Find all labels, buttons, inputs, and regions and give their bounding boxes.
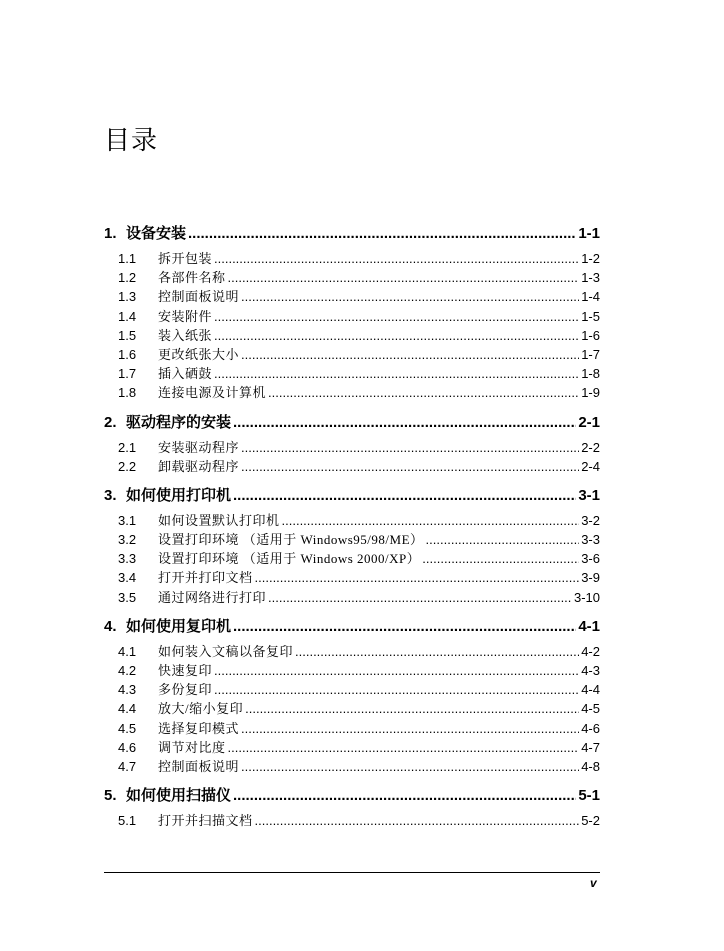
section-page: 1-8 xyxy=(581,366,600,382)
toc-section[interactable] xyxy=(104,248,600,267)
section-title: 如何设置默认打印机 xyxy=(158,512,280,528)
dot-leader xyxy=(233,787,576,804)
toc-section[interactable] xyxy=(104,660,600,679)
toc-chapter[interactable] xyxy=(104,484,600,506)
section-number: 4.4 xyxy=(118,701,137,717)
section-title: 放大/缩小复印 xyxy=(158,701,244,717)
dot-leader xyxy=(241,347,579,362)
chapter-page: 4-1 xyxy=(578,617,600,635)
section-page: 3-6 xyxy=(581,551,600,567)
dot-leader xyxy=(241,721,579,736)
dot-leader xyxy=(295,644,579,659)
chapter-page: 5-1 xyxy=(578,787,600,805)
chapter-title: 设备安装 xyxy=(126,225,187,242)
dot-leader xyxy=(214,328,579,343)
dot-leader xyxy=(268,590,572,605)
toc-section[interactable] xyxy=(104,382,600,401)
chapter-title: 如何使用复印机 xyxy=(126,617,232,635)
toc-section-group xyxy=(104,510,600,606)
chapter-number: 5. xyxy=(104,787,117,805)
section-page: 1-5 xyxy=(581,308,600,324)
toc-section[interactable] xyxy=(104,344,600,363)
toc-section[interactable] xyxy=(104,679,600,698)
dot-leader xyxy=(268,385,579,400)
toc-section[interactable] xyxy=(104,286,600,305)
dot-leader xyxy=(233,414,576,431)
dot-leader xyxy=(255,813,580,828)
toc-section[interactable] xyxy=(104,810,600,829)
dot-leader xyxy=(422,551,579,566)
section-number: 1.5 xyxy=(118,327,137,343)
section-title: 打开并打印文档 xyxy=(158,570,253,586)
toc-section[interactable] xyxy=(104,363,600,382)
toc-section-group xyxy=(104,810,600,829)
toc-chapter[interactable] xyxy=(104,784,600,806)
section-page: 2-2 xyxy=(581,439,600,455)
section-title: 拆开包装 xyxy=(158,251,213,266)
page-number: v xyxy=(590,876,597,890)
dot-leader xyxy=(241,459,579,474)
toc-chapter[interactable] xyxy=(104,411,600,433)
section-number: 4.3 xyxy=(118,682,137,698)
section-number: 2.2 xyxy=(118,458,137,474)
toc-section[interactable] xyxy=(104,567,600,586)
toc-section[interactable] xyxy=(104,548,600,567)
section-number: 3.3 xyxy=(118,551,137,567)
section-title: 设置打印环境 （适用于 Windows95/98/ME） xyxy=(158,532,424,548)
section-page: 5-2 xyxy=(581,813,600,829)
chapter-page: 1-1 xyxy=(578,225,600,242)
section-number: 2.1 xyxy=(118,439,137,455)
section-page: 4-6 xyxy=(581,720,600,736)
section-title: 打开并扫描文档 xyxy=(158,813,253,829)
dot-leader xyxy=(282,513,580,528)
section-number: 1.6 xyxy=(118,346,137,362)
section-page: 3-9 xyxy=(581,570,600,586)
section-title: 安装附件 xyxy=(158,308,213,324)
dot-leader xyxy=(214,309,579,324)
section-title: 选择复印模式 xyxy=(158,720,240,736)
section-number: 3.1 xyxy=(118,512,137,528)
toc-chapter[interactable] xyxy=(104,222,600,244)
dot-leader xyxy=(228,270,580,285)
section-page: 4-2 xyxy=(581,643,600,659)
section-number: 3.2 xyxy=(118,532,137,548)
section-number: 4.5 xyxy=(118,720,137,736)
section-number: 3.5 xyxy=(118,589,137,605)
section-number: 1.3 xyxy=(118,289,137,305)
dot-leader xyxy=(241,289,579,304)
toc-section[interactable] xyxy=(104,325,600,344)
section-title: 插入硒鼓 xyxy=(158,366,213,382)
dot-leader xyxy=(245,701,579,716)
table-of-contents xyxy=(104,222,600,829)
toc-section-group xyxy=(104,437,600,475)
section-number: 1.7 xyxy=(118,366,137,382)
toc-section[interactable] xyxy=(104,529,600,548)
section-page: 4-8 xyxy=(581,758,600,774)
section-page: 3-2 xyxy=(581,512,600,528)
toc-section-group xyxy=(104,248,600,402)
toc-section[interactable] xyxy=(104,510,600,529)
section-title: 通过网络进行打印 xyxy=(158,589,267,605)
chapter-number: 2. xyxy=(104,413,117,431)
section-page: 1-6 xyxy=(581,327,600,343)
section-title: 多份复印 xyxy=(158,682,213,698)
toc-section[interactable] xyxy=(104,718,600,737)
section-title: 连接电源及计算机 xyxy=(158,385,267,401)
chapter-title: 如何使用打印机 xyxy=(126,486,232,504)
dot-leader xyxy=(188,225,576,242)
section-page: 4-4 xyxy=(581,682,600,698)
toc-section[interactable] xyxy=(104,737,600,756)
section-page: 3-10 xyxy=(573,589,600,605)
dot-leader xyxy=(214,251,579,266)
toc-section[interactable] xyxy=(104,756,600,775)
dot-leader xyxy=(233,487,576,504)
chapter-number: 3. xyxy=(104,486,117,504)
dot-leader xyxy=(233,618,576,635)
section-number: 1.1 xyxy=(118,251,137,266)
section-number: 3.4 xyxy=(118,570,137,586)
toc-section-group xyxy=(104,641,600,775)
section-page: 1-7 xyxy=(581,346,600,362)
chapter-title: 如何使用扫描仪 xyxy=(126,787,232,805)
toc-section[interactable] xyxy=(104,698,600,717)
footer-rule xyxy=(104,872,600,873)
toc-section[interactable] xyxy=(104,267,600,286)
section-number: 1.8 xyxy=(118,385,137,401)
section-page: 4-5 xyxy=(581,701,600,717)
section-page: 1-3 xyxy=(581,270,600,286)
dot-leader xyxy=(241,440,579,455)
section-number: 4.6 xyxy=(118,739,137,755)
dot-leader xyxy=(241,759,579,774)
chapter-title: 驱动程序的安装 xyxy=(126,413,232,431)
chapter-number: 4. xyxy=(104,617,117,635)
dot-leader xyxy=(214,682,579,697)
page-title: 目录 xyxy=(104,126,159,155)
section-number: 4.2 xyxy=(118,663,137,678)
dot-leader xyxy=(214,366,579,381)
toc-section[interactable] xyxy=(104,456,600,475)
section-page: 4-3 xyxy=(581,663,600,678)
section-number: 1.4 xyxy=(118,308,137,324)
dot-leader xyxy=(228,740,580,755)
section-title: 各部件名称 xyxy=(158,270,226,286)
toc-section[interactable] xyxy=(104,587,600,606)
section-title: 控制面板说明 xyxy=(158,758,240,774)
section-number: 1.2 xyxy=(118,270,137,286)
dot-leader xyxy=(426,532,580,547)
section-page: 1-9 xyxy=(581,385,600,401)
section-title: 设置打印环境 （适用于 Windows 2000/XP） xyxy=(158,551,421,567)
section-page: 1-2 xyxy=(581,251,600,266)
section-number: 4.7 xyxy=(118,758,137,774)
dot-leader xyxy=(255,570,580,585)
section-title: 调节对比度 xyxy=(158,739,226,755)
section-number: 5.1 xyxy=(118,813,137,829)
toc-section[interactable] xyxy=(104,306,600,325)
chapter-number: 1. xyxy=(104,225,117,242)
section-title: 卸载驱动程序 xyxy=(158,458,240,474)
toc-chapter[interactable] xyxy=(104,615,600,637)
section-title: 安装驱动程序 xyxy=(158,439,240,455)
section-title: 装入纸张 xyxy=(158,327,213,343)
dot-leader xyxy=(214,663,579,678)
chapter-page: 2-1 xyxy=(578,413,600,431)
section-title: 如何装入文稿以备复印 xyxy=(158,643,294,659)
section-number: 4.1 xyxy=(118,643,137,659)
section-page: 2-4 xyxy=(581,458,600,474)
chapter-page: 3-1 xyxy=(578,486,600,504)
section-page: 4-7 xyxy=(581,739,600,755)
toc-section[interactable] xyxy=(104,437,600,456)
section-title: 更改纸张大小 xyxy=(158,346,240,362)
section-title: 快速复印 xyxy=(158,663,213,678)
section-page: 3-3 xyxy=(581,532,600,548)
section-title: 控制面板说明 xyxy=(158,289,240,305)
toc-section[interactable] xyxy=(104,641,600,660)
section-page: 1-4 xyxy=(581,289,600,305)
